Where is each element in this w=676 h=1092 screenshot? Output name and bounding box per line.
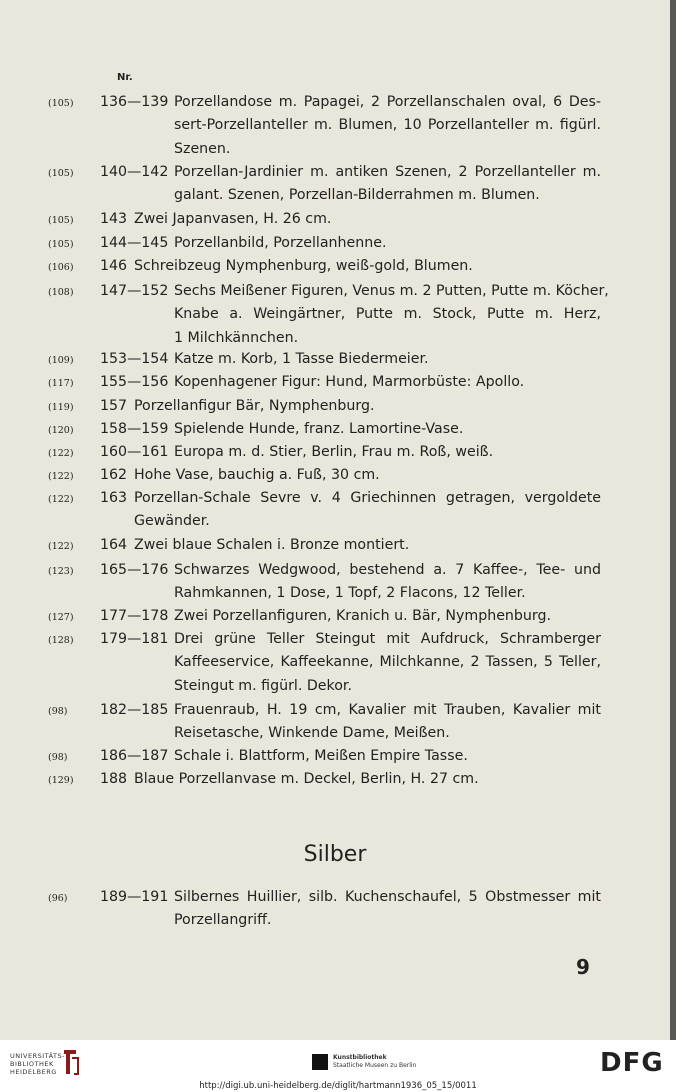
- lot-number: 140—142: [100, 164, 169, 180]
- entry-description-line: Hohe Vase, bauchig a. Fuß, 30 cm.: [134, 467, 380, 483]
- entry-description-line: Zwei Porzellanfiguren, Kranich u. Bär, Nymphenburg.: [174, 608, 552, 624]
- entry-description-line: galant. Szenen, Porzellan-Bilderrahmen m. Blumen.: [174, 187, 540, 204]
- dfg-logo: DFG: [600, 1048, 664, 1078]
- entry-description-line: Silbernes Huillier, silb. Kuchenschaufel, 5 Obstmesser mit: [174, 889, 601, 905]
- entry-description-line: Porzellan-Schale Sevre v. 4 Griechinnen getragen, vergoldete: [134, 490, 601, 506]
- entry-description-line: Kopenhagener Figur: Hund, Marmorbüste: Apollo.: [174, 374, 525, 390]
- lot-number: 162: [100, 467, 128, 483]
- entry-description-line: Knabe a. Weingärtner, Putte m. Stock, Putte m. Herz,: [174, 306, 601, 323]
- lot-number: 179—181: [100, 631, 169, 647]
- reference-number: (108): [48, 287, 74, 298]
- reference-number: (123): [48, 566, 74, 577]
- reference-number: (120): [48, 425, 74, 436]
- lot-number: 153—154: [100, 351, 169, 367]
- entry-description-line: Gewänder.: [134, 513, 210, 530]
- reference-number: (98): [48, 752, 68, 763]
- entry-description-line: Porzellanfigur Bär, Nymphenburg.: [134, 398, 375, 414]
- entry-description-line: Kaffeeservice, Kaffeekanne, Milchkanne, 2 Tassen, 5 Teller,: [174, 654, 601, 671]
- entry-description-line: Sechs Meißener Figuren, Venus m. 2 Putten, Putte m. Köcher,: [174, 283, 609, 299]
- reference-number: (127): [48, 612, 74, 623]
- lot-number: 177—178: [100, 608, 169, 624]
- university-library-logo-text: UNIVERSITÄTS- BIBLIOTHEK HEIDELBERG: [10, 1052, 65, 1076]
- reference-number: (105): [48, 215, 74, 226]
- entry-description-line: Schreibzeug Nymphenburg, weiß-gold, Blumen.: [134, 258, 473, 274]
- column-header-nr: Nr.: [117, 72, 133, 83]
- entry-description-line: Steingut m. figürl. Dekor.: [174, 677, 352, 694]
- reference-number: (122): [48, 541, 74, 552]
- entry-description-line: Porzellandose m. Papagei, 2 Porzellanschalen oval, 6 Des-: [174, 94, 601, 110]
- reference-number: (119): [48, 402, 74, 413]
- lot-number: 158—159: [100, 421, 169, 437]
- reference-number: (128): [48, 635, 74, 646]
- lot-number: 164: [100, 537, 128, 553]
- lot-number: 157: [100, 398, 128, 414]
- entry-description-line: Frauenraub, H. 19 cm, Kavalier mit Trauben, Kavalier mit: [174, 702, 601, 718]
- university-seal-icon: [60, 1048, 80, 1076]
- source-url[interactable]: http://digi.ub.uni-heidelberg.de/diglit/hartmann1936_05_15/0011: [199, 1081, 477, 1091]
- reference-number: (122): [48, 471, 74, 482]
- kunstbibliothek-logo-icon: [312, 1054, 328, 1070]
- reference-number: (98): [48, 706, 68, 717]
- section-title-silber: Silber: [303, 842, 367, 867]
- lot-number: 143: [100, 211, 128, 227]
- lot-number: 147—152: [100, 283, 169, 299]
- reference-number: (122): [48, 494, 74, 505]
- lot-number: 165—176: [100, 562, 169, 578]
- entry-description-line: Zwei Japanvasen, H. 26 cm.: [134, 211, 332, 227]
- entry-description-line: Drei grüne Teller Steingut mit Aufdruck, Schramberger: [174, 631, 601, 647]
- lot-number: 155—156: [100, 374, 169, 390]
- reference-number: (122): [48, 448, 74, 459]
- lot-number: 136—139: [100, 94, 169, 110]
- reference-number: (106): [48, 262, 74, 273]
- entry-description-line: Rahmkannen, 1 Dose, 1 Topf, 2 Flacons, 12 Teller.: [174, 585, 526, 602]
- entry-description-line: Porzellanbild, Porzellanhenne.: [174, 235, 387, 251]
- reference-number: (117): [48, 378, 74, 389]
- entry-description-line: Spielende Hunde, franz. Lamortine-Vase.: [174, 421, 464, 437]
- reference-number: (105): [48, 168, 74, 179]
- entry-description-line: 1 Milchkännchen.: [174, 329, 299, 346]
- reference-number: (109): [48, 355, 74, 366]
- entry-description-line: Europa m. d. Stier, Berlin, Frau m. Roß, weiß.: [174, 444, 494, 460]
- reference-number: (96): [48, 893, 68, 904]
- entry-description-line: Reisetasche, Winkende Dame, Meißen.: [174, 725, 450, 742]
- lot-number: 160—161: [100, 444, 169, 460]
- reference-number: (129): [48, 775, 74, 786]
- entry-description-line: Porzellangriff.: [174, 912, 272, 929]
- entry-description-line: Zwei blaue Schalen i. Bronze montiert.: [134, 537, 410, 553]
- lot-number: 144—145: [100, 235, 169, 251]
- lot-number: 186—187: [100, 748, 169, 764]
- lot-number: 188: [100, 771, 128, 787]
- lot-number: 146: [100, 258, 128, 274]
- entry-description-line: Schale i. Blattform, Meißen Empire Tasse.: [174, 748, 468, 764]
- reference-number: (105): [48, 98, 74, 109]
- entry-description-line: Szenen.: [174, 140, 231, 157]
- reference-number: (105): [48, 239, 74, 250]
- entry-description-line: Porzellan-Jardinier m. antiken Szenen, 2 Porzellanteller m.: [174, 164, 601, 180]
- lot-number: 182—185: [100, 702, 169, 718]
- page-number: 9: [576, 955, 590, 979]
- entry-description-line: Blaue Porzellanvase m. Deckel, Berlin, H. 27 cm.: [134, 771, 479, 787]
- lot-number: 163: [100, 490, 128, 506]
- lot-number: 189—191: [100, 889, 169, 905]
- entry-description-line: Katze m. Korb, 1 Tasse Biedermeier.: [174, 351, 429, 367]
- entry-description-line: Schwarzes Wedgwood, bestehend a. 7 Kaffee-, Tee- und: [174, 562, 601, 578]
- kunstbibliothek-label: Kunstbibliothek Staatliche Museen zu Berlin: [333, 1054, 417, 1069]
- entry-description-line: sert-Porzellanteller m. Blumen, 10 Porzellanteller m. figürl.: [174, 117, 601, 134]
